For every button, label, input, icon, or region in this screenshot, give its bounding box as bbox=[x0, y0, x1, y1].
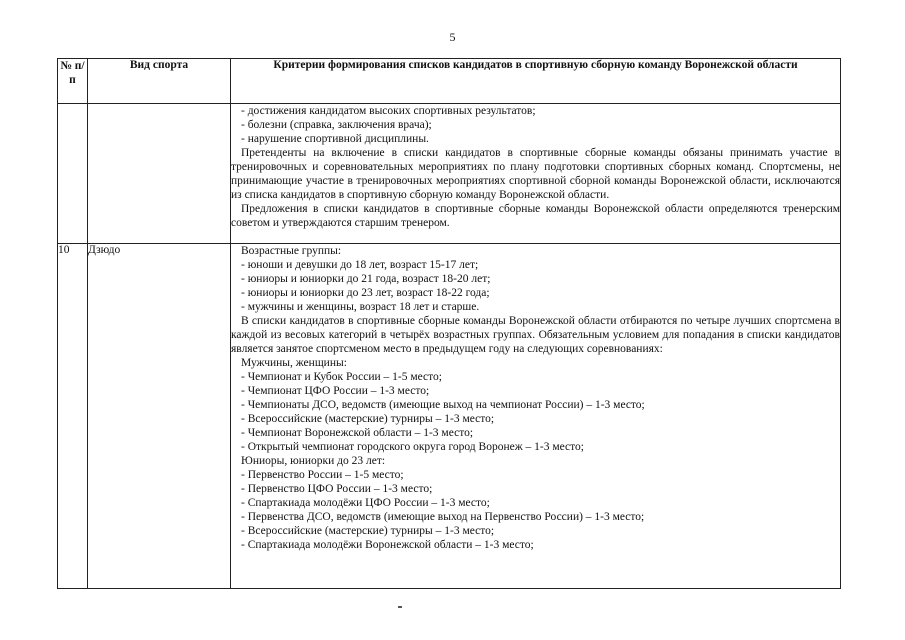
table-row-judo bbox=[58, 244, 841, 589]
juniors-heading: Юниоры, юниорки до 23 лет: bbox=[241, 455, 386, 467]
men-women-heading: Мужчины, женщины: bbox=[241, 357, 347, 369]
list-item: - Чемпионаты ДСО, ведомств (имеющие выход на чемпионат России) – 1-3 место; bbox=[241, 399, 645, 411]
list-item: - нарушение спортивной дисциплины. bbox=[241, 133, 429, 145]
list-item: - Всероссийские (мастерские) турниры – 1-3 место; bbox=[241, 413, 495, 425]
table-header-row bbox=[58, 59, 841, 104]
row-sport: Дзюдо bbox=[88, 244, 231, 589]
paragraph-selection: В списки кандидатов в спортивные сборные команды Воронежской области отбираются по четыре лучших спортсмена в каждой из весовых категорий в четырёх возрастных группах. Обязательным условием для попадания в списки кандидатов является занятое спортсменом место в предыдущем году на следующих соревнованиях: bbox=[231, 315, 840, 355]
list-item: - Первенство ЦФО России – 1-3 место; bbox=[241, 483, 433, 495]
list-item: - достижения кандидатом высоких спортивных результатов; bbox=[241, 105, 536, 117]
list-item: - юниоры и юниорки до 21 года, возраст 18-20 лет; bbox=[241, 273, 491, 285]
list-item: - юноши и девушки до 18 лет, возраст 15-17 лет; bbox=[241, 259, 479, 271]
list-item: - Первенства ДСО, ведомств (имеющие выход на Первенство России) – 1-3 место; bbox=[241, 511, 645, 523]
header-criteria: Критерии формирования списков кандидатов в спортивную сборную команду Воронежской области bbox=[231, 59, 841, 104]
list-item: - Первенство России – 1-5 место; bbox=[241, 469, 404, 481]
criteria-cell bbox=[231, 244, 841, 589]
list-item: - Чемпионат Воронежской области – 1-3 место; bbox=[241, 427, 474, 439]
paragraph-proposals: Предложения в списки кандидатов в спортивные сборные команды Воронежской области определяются тренерским советом и утверждаются старшим тренером. bbox=[231, 203, 840, 229]
scan-dot bbox=[398, 606, 402, 608]
list-item: - болезни (справка, заключения врача); bbox=[241, 119, 432, 131]
criteria-table bbox=[57, 58, 841, 589]
list-item: - Чемпионат и Кубок России – 1-5 место; bbox=[241, 371, 442, 383]
list-item: - Спартакиада молодёжи Воронежской области – 1-3 место; bbox=[241, 539, 534, 551]
age-groups-heading: Возрастные группы: bbox=[241, 245, 342, 257]
paragraph-participation: Претенденты на включение в списки кандидатов в спортивные сборные команды обязаны принимать участие в тренировочных и соревновательных мероприятиях по плану подготовки спортивных сборных команд. Спортсмены, не принимающие участие в тренировочных мероприятиях спортивной сборной команды Воронежской области, исключаются из списка кандидатов в спортивную сборную команду Воронежской области. bbox=[231, 147, 840, 201]
criteria-cell bbox=[231, 104, 841, 244]
header-number: № п/ п bbox=[58, 59, 88, 104]
row-sport bbox=[88, 104, 231, 244]
header-sport: Вид спорта bbox=[88, 59, 231, 104]
list-item: - Открытый чемпионат городского округа город Воронеж – 1-3 место; bbox=[241, 441, 584, 453]
list-item: - Спартакиада молодёжи ЦФО России – 1-3 место; bbox=[241, 497, 490, 509]
row-number: 10 bbox=[58, 244, 88, 589]
list-item: - юниоры и юниорки до 23 лет, возраст 18-22 года; bbox=[241, 287, 490, 299]
page-number: 5 bbox=[449, 30, 456, 44]
list-item: - мужчины и женщины, возраст 18 лет и старше. bbox=[241, 301, 480, 313]
list-item: - Чемпионат ЦФО России – 1-3 место; bbox=[241, 385, 430, 397]
list-item: - Всероссийские (мастерские) турниры – 1-3 место; bbox=[241, 525, 495, 537]
table-row-continuation bbox=[58, 104, 841, 244]
row-number bbox=[58, 104, 88, 244]
